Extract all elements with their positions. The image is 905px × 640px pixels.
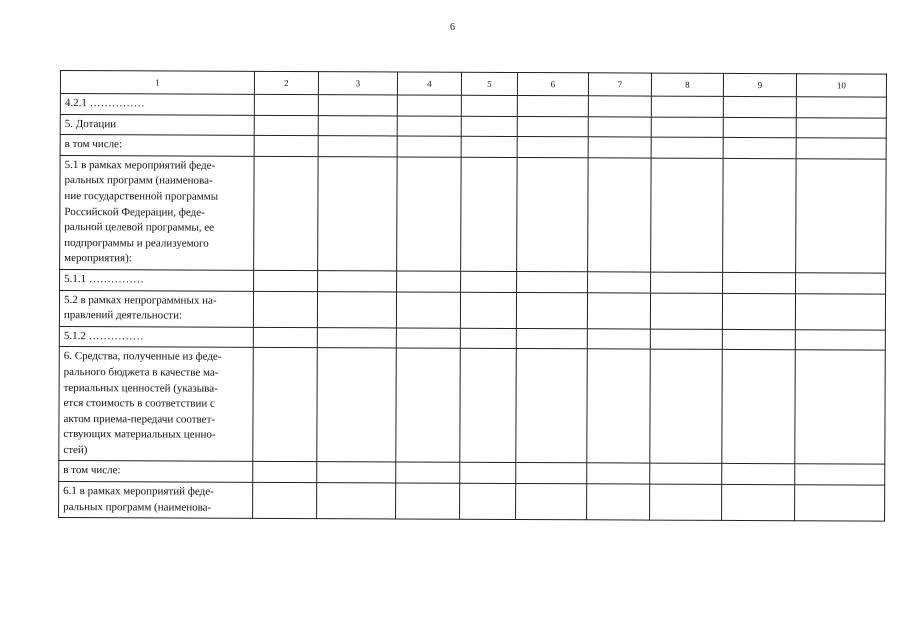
- header-col-7: 7: [588, 73, 651, 96]
- empty-cell: [254, 94, 318, 115]
- empty-cell: [397, 157, 461, 271]
- row-label: [59, 326, 253, 347]
- row-label: [60, 114, 254, 135]
- empty-cell: [516, 292, 587, 328]
- header-col-3: 3: [318, 72, 397, 95]
- empty-cell: [253, 462, 317, 483]
- empty-cell: [796, 273, 886, 294]
- empty-cell: [461, 157, 517, 271]
- empty-cell: [795, 485, 885, 522]
- empty-cell: [461, 271, 517, 292]
- row-label-line: ральных программ (наименова-: [63, 500, 212, 514]
- row-label-line: подпрограммы и реализуемого: [64, 236, 209, 250]
- row-label: [60, 269, 254, 290]
- empty-cell: [588, 137, 651, 158]
- header-col-5: 5: [461, 72, 517, 95]
- empty-cell: [397, 136, 461, 157]
- empty-cell: [651, 158, 723, 272]
- empty-cell: [651, 96, 723, 117]
- empty-cell: [253, 327, 317, 348]
- empty-cell: [461, 136, 517, 157]
- empty-cell: [318, 156, 397, 270]
- empty-cell: [254, 136, 318, 157]
- empty-cell: [461, 116, 517, 137]
- header-col-10: 10: [796, 74, 886, 97]
- empty-cell: [723, 272, 796, 293]
- row-label-line: 5.1.1 ……………: [64, 272, 144, 286]
- empty-cell: [318, 95, 397, 116]
- empty-cell: [517, 157, 588, 271]
- empty-cell: [318, 271, 397, 292]
- empty-cell: [317, 327, 396, 348]
- empty-cell: [460, 328, 516, 349]
- empty-cell: [517, 116, 588, 137]
- empty-cell: [516, 484, 587, 520]
- empty-cell: [254, 115, 318, 136]
- empty-cell: [650, 293, 722, 330]
- empty-cell: [588, 96, 651, 117]
- empty-cell: [587, 463, 650, 484]
- empty-cell: [796, 158, 886, 273]
- empty-cell: [723, 138, 796, 159]
- empty-cell: [318, 136, 397, 157]
- row-label-line: мероприятия):: [64, 252, 132, 265]
- empty-cell: [588, 116, 651, 137]
- row-label-line: в том числе:: [64, 138, 123, 151]
- empty-cell: [722, 350, 795, 464]
- row-label-line: ральных программ (наименова-: [64, 174, 213, 188]
- empty-cell: [317, 348, 396, 462]
- header-col-2: 2: [254, 71, 318, 94]
- empty-cell: [396, 483, 460, 519]
- empty-cell: [650, 484, 722, 521]
- row-label-line: 5.1 в рамках мероприятий феде-: [64, 158, 216, 172]
- row-label-line: актом приема-передачи соответ-: [63, 412, 216, 426]
- header-col-6: 6: [517, 72, 588, 95]
- row-label-line: 5.2 в рамках непрограммных на-: [63, 293, 217, 307]
- empty-cell: [253, 291, 317, 327]
- empty-cell: [253, 482, 317, 518]
- row-label-line: правлений деятельности:: [63, 309, 183, 322]
- row-label-line: 4.2.1 ……………: [64, 97, 145, 110]
- row-label: [59, 290, 253, 327]
- row-label-line: 5.1.2 ……………: [63, 329, 144, 343]
- empty-cell: [723, 96, 796, 117]
- empty-cell: [253, 348, 317, 462]
- empty-cell: [397, 95, 461, 116]
- empty-cell: [650, 329, 722, 350]
- empty-cell: [795, 464, 885, 485]
- empty-cell: [317, 462, 396, 483]
- table-row: [59, 482, 885, 522]
- page-number: 6: [450, 22, 455, 33]
- row-label: [60, 155, 254, 270]
- empty-cell: [460, 463, 516, 484]
- header-col-9: 9: [723, 73, 796, 96]
- empty-cell: [795, 329, 885, 350]
- empty-cell: [516, 349, 587, 463]
- empty-cell: [397, 116, 461, 137]
- empty-cell: [588, 272, 651, 293]
- empty-cell: [460, 292, 516, 328]
- empty-cell: [722, 293, 795, 330]
- empty-cell: [650, 349, 722, 463]
- empty-cell: [517, 271, 588, 292]
- empty-cell: [517, 95, 588, 116]
- empty-cell: [397, 271, 461, 292]
- row-label: [60, 94, 254, 115]
- empty-cell: [722, 464, 795, 485]
- row-label-line: стей): [63, 443, 88, 456]
- empty-cell: [723, 158, 796, 272]
- table-row: [60, 155, 886, 273]
- header-col-1: 1: [60, 71, 254, 95]
- empty-cell: [588, 158, 651, 272]
- empty-cell: [651, 272, 723, 293]
- row-label-line: 6. Средства, полученные из феде-: [63, 350, 222, 364]
- empty-cell: [651, 117, 723, 138]
- empty-cell: [587, 484, 650, 520]
- empty-cell: [516, 328, 587, 349]
- header-col-8: 8: [651, 73, 723, 96]
- empty-cell: [460, 349, 516, 463]
- row-label: [59, 347, 253, 462]
- empty-cell: [396, 328, 460, 349]
- empty-cell: [396, 348, 460, 462]
- empty-cell: [317, 483, 396, 520]
- empty-cell: [722, 484, 795, 521]
- header-col-4: 4: [397, 72, 461, 95]
- table-row: [59, 290, 885, 330]
- empty-cell: [795, 350, 885, 465]
- empty-cell: [796, 117, 886, 138]
- row-label-line: ральной целевой программы, ее: [64, 221, 215, 234]
- report-table: [58, 70, 887, 522]
- empty-cell: [317, 291, 396, 328]
- empty-cell: [396, 462, 460, 483]
- empty-cell: [461, 95, 517, 116]
- empty-cell: [254, 270, 318, 291]
- row-label-line: ствующих материальных ценно-: [63, 428, 216, 441]
- empty-cell: [254, 156, 318, 270]
- empty-cell: [396, 292, 460, 328]
- empty-cell: [517, 137, 588, 158]
- row-label: [59, 482, 253, 519]
- empty-cell: [796, 138, 886, 159]
- table-row: [59, 347, 885, 465]
- empty-cell: [587, 329, 650, 350]
- empty-cell: [650, 464, 722, 485]
- row-label: [59, 461, 253, 482]
- row-label-line: рального бюджета в качестве ма-: [63, 365, 219, 379]
- row-label: [60, 135, 254, 156]
- row-label-line: ние государственной программы: [64, 189, 219, 203]
- row-label-line: териальных ценностей (указыва-: [63, 381, 218, 395]
- empty-cell: [318, 115, 397, 136]
- table-body: [59, 94, 887, 522]
- empty-cell: [796, 97, 886, 118]
- empty-cell: [516, 463, 587, 484]
- empty-cell: [460, 483, 516, 519]
- row-label-line: 6.1 в рамках мероприятий феде-: [63, 485, 214, 498]
- empty-cell: [722, 329, 795, 350]
- empty-cell: [795, 293, 885, 330]
- empty-cell: [651, 137, 723, 158]
- row-label-line: ется стоимость в соответствии с: [63, 397, 215, 410]
- empty-cell: [587, 292, 650, 328]
- row-label-line: 5. Дотации: [64, 117, 117, 130]
- empty-cell: [587, 349, 650, 463]
- row-label-line: Российской Федерации, феде-: [64, 205, 205, 219]
- row-label-line: в том числе:: [63, 464, 121, 477]
- empty-cell: [723, 117, 796, 138]
